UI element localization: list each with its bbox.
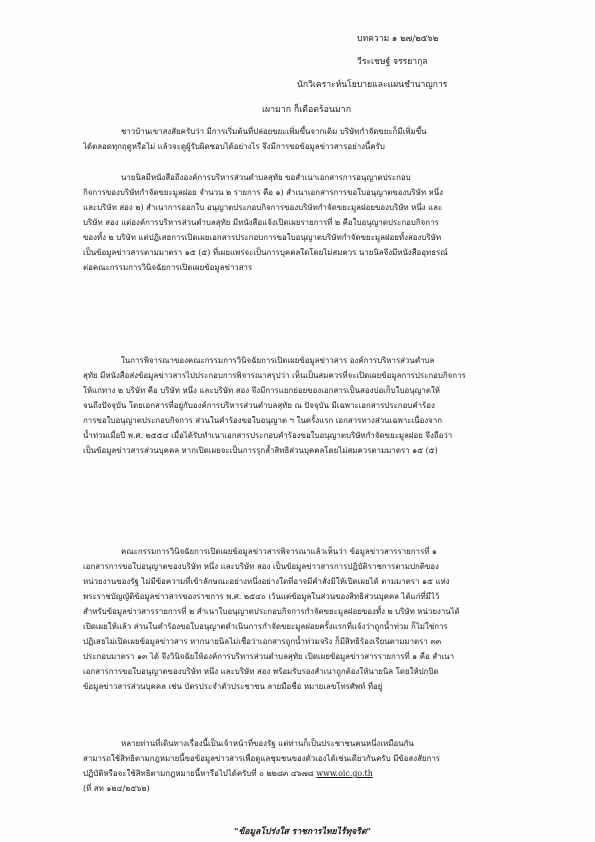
contact-text: ปฏิบัติหรือจะใช้สิทธิตามกฎหมายนี้หารือไปได้ครับที่ ๐ ๒๒๘๓ ๔๖๗๘ [83, 769, 317, 778]
text-line: หลายท่านที่เดินทางเรื่องนี้เป็นเจ้าหน้าที่ของรัฐ แต่ท่านก็เป็นประชาชนคนหนึ่งเหมือนกัน [121, 739, 414, 748]
text-line: เอกสารการขอใบอนุญาตของบริษัท หนึ่ง และบริษัท สอง เป็นข้อมูลข่าวสารการปฏิบัติราชการตามปกติของ [83, 562, 439, 571]
text-line: บริษัท สอง แต่องค์การบริหารส่วนตำบลสุทัย มีหนังสือแจ้งเปิดเผยรายการที่ ๒ คือใบอนุญาตประกอบกิจการ [83, 218, 439, 227]
paragraph-4 [83, 544, 513, 694]
text-line: คณะกรรมการวินิจฉัยการเปิดเผยข้อมูลข่าวสารพิจารณาแล้วเห็นว่า ข้อมูลข่าวสารรายการที่ ๑ [121, 547, 437, 556]
text-line: ในการพิจารณาของคณะกรรมการวินิจฉัยการเปิดเผยข้อมูลข่าวสาร องค์การบริหารส่วนตำบล [121, 356, 435, 365]
text-line: เอกสารการขอใบอนุญาตของบริษัท หนึ่ง และบริษัท สอง พร้อมรับรองสำเนาถูกต้องให้นายนิล โดยให้ปกปิด [83, 667, 439, 676]
author-position: นักวิเคราะห์นโยบายและแผนชำนาญการ [297, 80, 448, 90]
text-line: ปฏิเสธไม่เปิดเผยข้อมูลข่าวสาร หากนายนิลไม่เชื่อว่าเอกสารถูกน้ำท่วมจริง ก็มีสิทธิร้องเรียนตามมาตรา ๓๓ [83, 637, 442, 646]
text-line: ชาวบ้านเขาสงสัยครับว่า มีการเริ่มต้นที่ปล่อยขยะเพิ่มขึ้นจากเดิม บริษัทกำจัดขยะก็มีเพิ่มขึ้น [121, 127, 427, 136]
text-line: ให้แก่ทาง ๒ บริษัท คือ บริษัท หนึ่ง และบริษัท สอง จึงมีการแยกย่อยของเอกสารเป็นสองบ่อเก็บใบอนุญาตให้ [83, 386, 440, 395]
paragraph-1 [83, 124, 513, 154]
slogan: "ข้อมูลโปร่งใส ราชการไทยไร้ทุจริต" [233, 827, 371, 837]
text-line: เป็นข้อมูลข่าวสารตามมาตรา ๑๕ (๕) ที่เผยแพร่จะเป็นการบุคคลใดโดยไม่สมควร นายนิลจึงมีหนังสืออุทธรณ์ [83, 248, 448, 257]
text-line: จนถึงปัจจุบัน โดยเอกสารที่อยู่กับองค์การบริหารส่วนตำบลสุทัย ณ ปัจจุบัน มีเฉพาะเอกสารประกอบคำร้อง [83, 401, 435, 410]
text-line: นายนิลมีหนังสือถึงองค์การบริหารส่วนตำบลสุทัย ขอสำเนาเอกสารการอนุญาตประกอบ [121, 173, 411, 182]
reference-number: (ที่ สท ๑๒๔/๒๕๖๒) [83, 784, 150, 793]
text-line: ข้อมูลข่าวสารส่วนบุคคล เช่น บัตรประจำตัวประชาชน ลายมือชื่อ หมายเลขโทรศัพท์ ที่อยู่ [83, 682, 383, 691]
text-line: สำหรับข้อมูลข่าวสารรายการที่ ๒ สำเนาใบอนุญาตประกอบกิจการกำจัดขยะมูลฝอยของทั้ง ๒ บริษัท หน่วยงานได้ [83, 607, 460, 616]
text-line: การขอใบอนุญาตประกอบกิจการ ส่วนในคำร้องขอใบอนุญาต ฯ ในครั้งแรก เอกสารทางส่วนเฉพาะเนื่องจาก [83, 416, 443, 425]
text-line: พระราชบัญญัติข้อมูลข่าวสารของราชการ พ.ศ. ๒๕๔๐ เว้นแต่ข้อมูลในส่วนของสิทธิส่วนบุคคล ได้แก่ที่มีไว้ [83, 592, 440, 601]
text-line: น้ำท่วมเมื่อปี พ.ศ. ๒๕๕๔ เมื่อได้รับทำเนาเอกสารประกอบคำร้องขอใบอนุญาตบริษัทกำจัดขยะมูลฝอย จึงถือว่า [83, 431, 453, 440]
website-link[interactable]: www.oic.go.th [316, 769, 373, 778]
text-line: ประกอบมาตรา ๑๓ ได้ จึงวินิจฉัยให้องค์การบริหารส่วนตำบลสุทัย เปิดเผยข้อมูลข่าวสารรายการที่ ๑ คือ สำเนา [83, 652, 454, 661]
text-line: ต่อคณะกรรมการวินิจฉัยการเปิดเผยข้อมูลข่าวสาร [83, 263, 253, 272]
paragraph-2 [83, 170, 513, 275]
paragraph-3 [83, 353, 513, 458]
text-line: และบริษัท สอง ๒) สำเนาการออกใบ อนุญาตประกอบกิจการของบริษัทกำจัดขยะมูลฝอยของบริษัท หนึ่ง และ [83, 203, 443, 212]
text-line: เปิดเผยให้แล้ว ส่วนในคำร้องขอใบอนุญาตดำเนินการกำจัดขยะมูลฝอยครั้งแรกที่แจ้งว่าถูกน้ำท่วม ก็ไม่ใช่การ [83, 622, 448, 631]
text-line: สามารถใช้สิทธิตามกฎหมายนี้ขอข้อมูลข่าวสารเพื่อดูแลชุมชนของตัวเองได้เช่นเดียวกันครับ มีข้อสงสัยการ [83, 754, 440, 763]
paragraph-5 [83, 736, 513, 796]
article-title: เผามาก ก็เดือดร้อนมาก [261, 105, 352, 115]
text-line: หน่วยงานของรัฐ ไม่มีข้อความที่เข้าลักษณะอย่างหนึ่งอย่างใดที่อาจมีคำสั่งมิให้เปิดเผยได้ ตามมาตรา ๑๕ แห่ง [83, 577, 450, 586]
text-line: ของทั้ง ๒ บริษัท แต่ปฏิเสธการเปิดเผยเอกสารประกอบการขอใบอนุญาตบริษัทกำจัดขยะมูลฝอยทั้งสองบริษัท [83, 233, 442, 242]
author-name: วีระเชษฐ์ จรรยากุล [357, 57, 428, 67]
article-header [297, 28, 517, 97]
text-line: สุทัย มีหนังสือส่งข้อมูลข่าวสารไปประกอบการพิจารณาสรุปว่า เห็นเป็นสมควรที่จะเปิดเผยข้อมูลการประกอบกิจการ [83, 371, 466, 380]
text-line: ได้ตลอดทุกฤดูหรือไม่ แล้วจะดูผู้รับผิดชอบได้อย่างไร จึงมีการขอข้อมูลข่าวสารอย่างนี้ครับ [83, 142, 385, 151]
text-line: เป็นข้อมูลข่าวสารส่วนบุคคล หากเปิดเผยจะเป็นการรุกล้ำสิทธิส่วนบุคคลโดยไม่สมควรตามมาตรา ๑๕ (๕) [83, 446, 438, 455]
contact-line [83, 766, 513, 781]
text-line: กิจการของบริษัทกำจัดขยะมูลฝอย จำนวน ๒ รายการ คือ ๑) สำเนาเอกสารการขอใบอนุญาตของบริษัท หนึ่ง [83, 188, 443, 197]
article-number: บทความ ๑ ๒๗/๒๕๖๒ [357, 34, 439, 44]
